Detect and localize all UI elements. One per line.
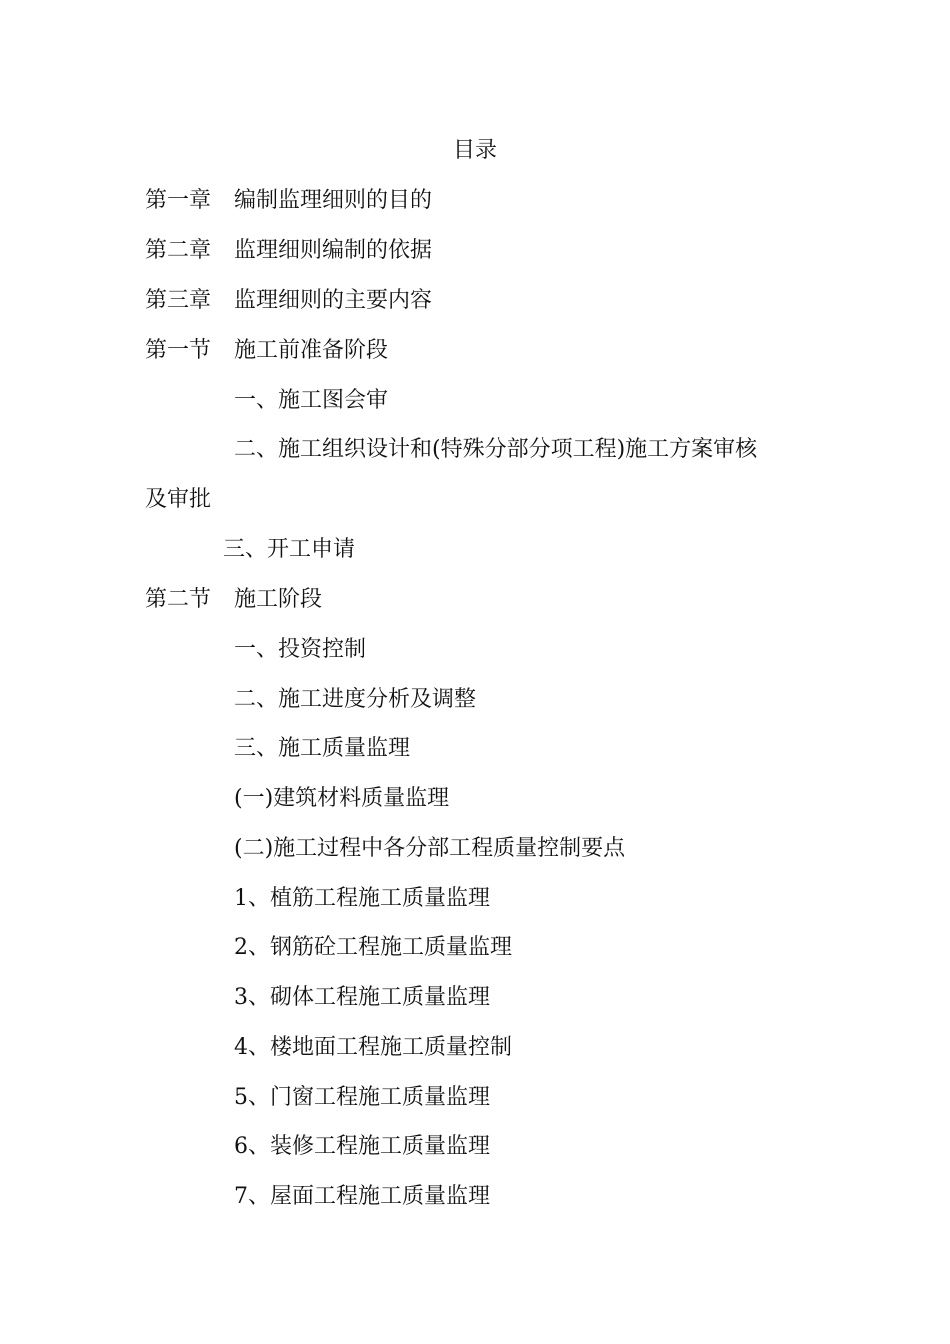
toc-entry-chapter-2 <box>145 235 432 267</box>
toc-entry-item-continuation: 及审批 <box>145 487 212 512</box>
toc-entry-chapter-3 <box>145 285 432 317</box>
toc-entry-item: 二、施工组织设计和(特殊分部分项工程)施工方案审核 <box>234 437 758 462</box>
toc-entry-item: 二、施工进度分析及调整 <box>234 687 477 712</box>
toc-entry-number: 第二章 <box>145 238 212 263</box>
toc-entry-text: 监理细则的主要内容 <box>234 288 433 313</box>
toc-entry-text: 编制监理细则的目的 <box>234 188 433 213</box>
toc-entry-item: 一、施工图会审 <box>234 388 389 413</box>
toc-entry-section-1 <box>145 335 388 367</box>
toc-entry-number: 第一节 <box>145 338 212 363</box>
toc-entry-item: 一、投资控制 <box>234 637 367 662</box>
toc-entry-text: 施工阶段 <box>234 587 323 612</box>
toc-entry-item: 三、施工质量监理 <box>234 736 411 761</box>
toc-entry-subitem: 6、装修工程施工质量监理 <box>234 1134 490 1159</box>
toc-entry-text: 监理细则编制的依据 <box>234 238 433 263</box>
toc-entry-subitem: 7、屋面工程施工质量监理 <box>234 1184 490 1209</box>
toc-entry-section-2 <box>145 584 322 616</box>
toc-entry-item: 三、开工申请 <box>223 537 356 562</box>
toc-entry-text: 施工前准备阶段 <box>234 338 389 363</box>
page-title: 目录 <box>452 138 497 163</box>
toc-entry-subitem: 1、植筋工程施工质量监理 <box>234 886 490 911</box>
toc-entry-number: 第三章 <box>145 288 212 313</box>
toc-entry-subitem: 3、砌体工程施工质量监理 <box>234 985 490 1010</box>
toc-entry-number: 第二节 <box>145 587 212 612</box>
toc-entry-subitem: 5、门窗工程施工质量监理 <box>234 1085 490 1110</box>
toc-entry-subitem: 2、钢筋砼工程施工质量监理 <box>234 935 512 960</box>
toc-entry-number: 第一章 <box>145 188 212 213</box>
toc-entry-subitem: (一)建筑材料质量监理 <box>234 786 450 811</box>
toc-entry-subitem: 4、楼地面工程施工质量控制 <box>234 1035 512 1060</box>
toc-entry-subitem: (二)施工过程中各分部工程质量控制要点 <box>234 836 626 861</box>
toc-entry-chapter-1 <box>145 185 432 217</box>
